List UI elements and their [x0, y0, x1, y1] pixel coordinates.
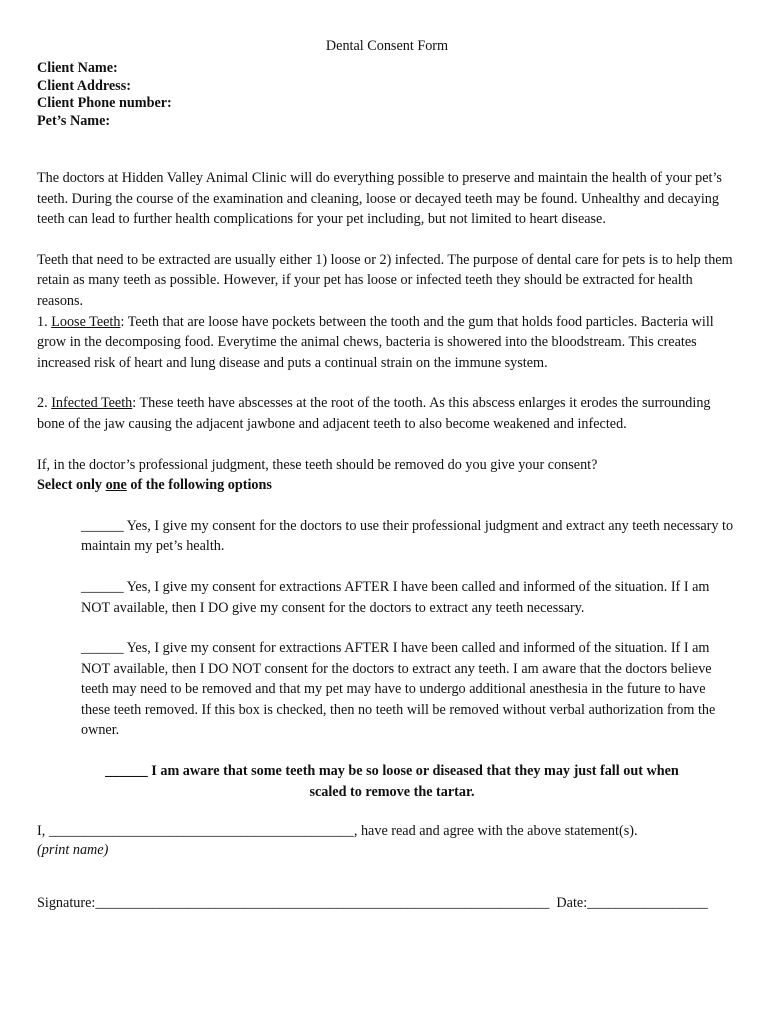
print-name-caption: (print name): [37, 842, 109, 859]
loose-teeth-number: 1.: [37, 313, 52, 330]
consent-form-page: [37, 36, 737, 913]
intro-paragraph: The doctors at Hidden Valley Animal Clinic will do everything possible to preserve and maintain the health of your pet’s teeth. During the course of the examination and cleaning, loose or decayed teeth may be found. Unhealthy and decaying teeth can lead to further health complications for your pet including, but not limited to heart disease.: [37, 170, 722, 228]
extraction-intro-paragraph: Teeth that need to be extracted are usually either 1) loose or 2) infected. The purpose of dental care for pets is to help them retain as many teeth as possible. However, if your pet has loose or infected teeth they should be extracted for health reasons.: [37, 251, 733, 309]
date-label: Date:: [556, 895, 588, 912]
signature-label: Signature:: [37, 895, 96, 912]
infected-teeth-number: 2.: [37, 395, 52, 412]
awareness-line-2: scaled to remove the tartar.: [309, 784, 475, 801]
signature-blank[interactable]: ________________________________________________________________: [95, 895, 550, 912]
client-address-label: Client Address:: [37, 77, 131, 94]
consent-question: If, in the doctor’s professional judgment, these teeth should be removed do you give your consent?: [37, 456, 598, 473]
select-prefix: Select only: [37, 477, 106, 494]
acknowledgement-prefix: I,: [37, 823, 49, 840]
consent-option-2[interactable]: ______ Yes, I give my consent for extractions AFTER I have been called and informed of the situation. If I am NOT available, then I DO give my consent for the doctors to extract any teeth necessary.: [81, 578, 710, 616]
signature-row: [37, 893, 737, 913]
acknowledgement-suffix: , have read and agree with the above statement(s).: [353, 823, 638, 840]
client-name-label: Client Name:: [37, 60, 118, 76]
awareness-statement[interactable]: [37, 761, 737, 803]
select-emphasis: one: [105, 477, 127, 494]
awareness-line-1: ______ I am aware that some teeth may be so loose or diseased that they may just fall out when: [105, 763, 679, 780]
consent-option-1[interactable]: ______ Yes, I give my consent for the doctors to use their professional judgment and extract any teeth necessary to maintain my pet’s health.: [81, 517, 734, 555]
client-phone-label: Client Phone number:: [37, 95, 172, 111]
form-title: Dental Consent Form: [325, 38, 449, 54]
loose-teeth-text: : Teeth that are loose have pockets between the tooth and the gum that holds food particles. Bacteria will grow in the decomposing food. Everytime the animal chews, bacteria is showered into the bloodstream. This creates increased risk of heart and lung disease and puts a continual strain on the immune system.: [37, 313, 714, 371]
date-blank[interactable]: _________________: [587, 895, 708, 912]
select-suffix: of the following options: [126, 477, 272, 494]
acknowledgement-line: [37, 821, 737, 841]
consent-option-3[interactable]: ______ Yes, I give my consent for extractions AFTER I have been called and informed of the situation. If I am NOT available, then I DO NOT consent for the doctors to extract any teeth. I am aware that the doctors believe teeth may need to be removed and that my pet may have to undergo additional anesthesia in the future to have these teeth removed. If this box is checked, then no teeth will be removed without verbal authorization from the owner.: [81, 640, 716, 739]
pet-name-label: Pet’s Name:: [37, 112, 111, 129]
print-name-blank[interactable]: ___________________________________________: [48, 823, 354, 840]
loose-teeth-heading: Loose Teeth: [51, 313, 121, 330]
infected-teeth-text: : These teeth have abscesses at the root of the tooth. As this abscess enlarges it erodes the surrounding bone of the jaw causing the adjacent jawbone and adjacent teeth to also become weakened and infected.: [37, 395, 711, 432]
loose-teeth-paragraph: [37, 312, 737, 374]
infected-teeth-paragraph: [37, 393, 737, 434]
select-instruction: [37, 475, 737, 496]
infected-teeth-heading: Infected Teeth: [51, 395, 133, 412]
client-info-section: [37, 60, 737, 130]
